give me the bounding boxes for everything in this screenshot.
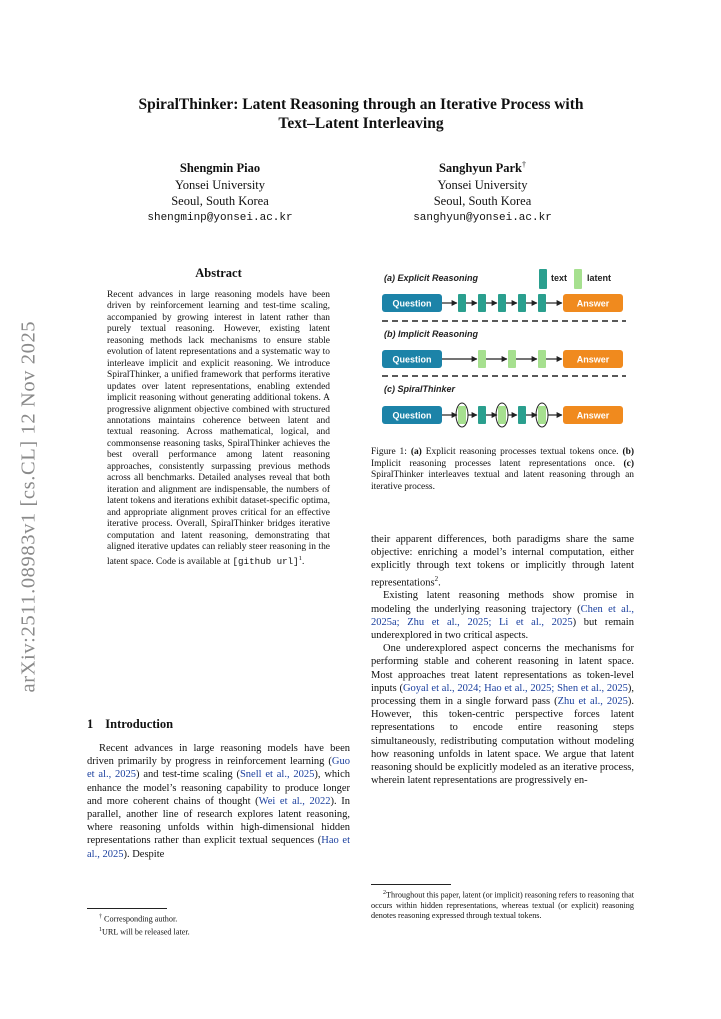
rich-paragraph <box>371 589 634 642</box>
intro-paragraph-left <box>87 742 350 861</box>
text-token <box>478 406 486 424</box>
citation-link[interactable]: Zhu et al., 2025 <box>557 695 628 707</box>
latent-token <box>538 406 546 424</box>
bold-label: (b) <box>622 447 634 457</box>
explicit-reasoning-row <box>382 294 623 312</box>
rich-paragraph <box>87 742 350 861</box>
text-run: ). Despite <box>123 848 165 860</box>
text-run: Implicit reasoning processes latent representations once. <box>371 458 624 469</box>
latent-token <box>538 350 546 368</box>
legend-text-label: text <box>551 273 568 283</box>
text-token <box>478 294 486 312</box>
abstract-body: Recent advances in large reasoning models have been driven by reinforcement learning and test-time scaling, accompanied by growing interest in latent rather than purely textual reasoning. However, existing latent reasoning methods lack mechanisms to ensure stable evolution of latent representations and a systematic way to interleave implicit and explicit reasoning. We introduce SpiralThinker, a unified framework that performs iterative updates over latent representations, enabling extended implicit reasoning without generating additional tokens. A progressive alignment objective combined with structured annotations maintains coherence between latent and textual reasoning. Across mathematical, logical, and commonsense reasoning tasks, SpiralThinker achieves the best overall performance among latent reasoning approaches, consistently surpassing previous methods across all benchmarks. Detailed analyses reveal that both iteration and alignment are indispensable, the numbers of latent tokens and iterations exhibit dataset-specific optima, and appropriate alignment proves critical for an effective iterative process. Overall, SpiralThinker bridges iterative computation and latent reasoning, demonstrating that aligned iterative updates can reliably steer reasoning in the latent space. Code is available at [github url]$^1$. <box>107 290 330 568</box>
footnote-url: $^1$URL will be released later. <box>99 926 190 937</box>
panel-b-label: (b) Implicit Reasoning <box>384 329 479 339</box>
latent-token <box>508 350 516 368</box>
text-token <box>518 294 526 312</box>
right-footnote <box>371 884 634 921</box>
arxiv-identifier-stamp[interactable]: arXiv:2511.08983v1 [cs.CL] 12 Nov 2025 <box>17 320 40 693</box>
author-location: Seoul, South Korea <box>433 194 532 209</box>
citation-link[interactable]: Hao et al., 2025 <box>87 835 350 860</box>
text-run: ) but remain underexplored in two critical aspects. <box>371 616 634 641</box>
rich-paragraph <box>371 642 634 787</box>
latent-token <box>478 350 486 368</box>
question-label: Question <box>392 298 432 309</box>
citation-link[interactable]: Wei et al., 2022 <box>258 795 331 807</box>
title-line-1: SpiralThinker: Latent Reasoning through an Iterative Process with <box>138 96 584 113</box>
citation-link[interactable]: Snell et al., 2025 <box>239 769 315 781</box>
text-run: their apparent differences, both paradigms share the same objective: enriching a model’s internal computation, either explicitly through text tokens or implicitly through latent representations <box>371 534 634 589</box>
panel-a-label: (a) Explicit Reasoning <box>384 273 479 283</box>
paper-title <box>80 95 642 133</box>
author-name: Shengmin Piao <box>179 161 261 176</box>
figure-1-diagram <box>378 265 628 437</box>
spiralthinker-row <box>382 403 623 427</box>
latent-token <box>458 406 466 424</box>
text-run: ) and test-time scaling ( <box>136 769 240 781</box>
footnote-marker[interactable]: 2 <box>434 574 439 583</box>
rich-paragraph <box>371 533 634 589</box>
text-token <box>518 406 526 424</box>
legend-latent-swatch <box>574 269 582 289</box>
text-run: SpiralThinker interleaves textual and latent reasoning through an iterative process. <box>371 470 634 492</box>
author-email[interactable]: sanghyun@yonsei.ac.kr <box>413 211 552 224</box>
latent-token <box>498 406 506 424</box>
author-location: Seoul, South Korea <box>171 194 269 209</box>
left-footnotes <box>87 908 350 937</box>
author-affiliation: Yonsei University <box>174 177 266 192</box>
text-run: ). However, this token-centric perspective forces latent representations to encode entire reasoning steps simultaneously, redistributing computation without modeling how reasoning unfolds in latent space. We argue that latent reasoning should be explicitly modeled as an iterative process, wherein latent representations are progressively en- <box>371 695 634 787</box>
citation-link[interactable]: Goyal et al., 2024; Hao et al., 2025; Shen et al., 2025 <box>402 682 628 694</box>
section-heading-introduction: 1 Introduction <box>87 717 174 731</box>
text-run: ). In parallel, another line of research explores latent reasoning, where reasoning unfolds within high-dimensional hidden representations rather than explicit textual sequences ( <box>87 795 350 847</box>
answer-label: Answer <box>576 354 610 365</box>
panel-c-label: (c) SpiralThinker <box>384 384 456 394</box>
figure-1-caption <box>371 447 634 493</box>
implicit-reasoning-row <box>382 350 623 368</box>
citation-link[interactable]: Guo et al., 2025 <box>87 756 350 781</box>
footnote-corresponding: † Corresponding author. <box>99 914 178 924</box>
question-label: Question <box>392 354 432 365</box>
text-run: ), which enhance the model’s reasoning capability to produce longer and more coherent chains of thought ( <box>87 769 350 807</box>
answer-label: Answer <box>576 298 610 309</box>
text-token <box>498 294 506 312</box>
text-run: One underexplored aspect concerns the mechanisms for performing stable and coherent reasoning in latent space. Most approaches treat latent representations as token-level inputs ( <box>371 643 634 694</box>
question-label: Question <box>392 410 432 421</box>
author-email[interactable]: shengminp@yonsei.ac.kr <box>147 211 293 224</box>
footnote-rule <box>371 884 451 885</box>
legend-latent-label: latent <box>587 273 612 283</box>
footnote-latent-definition: $^2$Throughout this paper, latent (or implicit) reasoning refers to reasoning that occurs within hidden representations, whereas textual (or explicit) reasoning denotes reasoning expressed through textual tokens. <box>371 890 634 920</box>
bold-label: (a) <box>410 447 422 457</box>
author-name: Sanghyun Park† <box>438 160 527 176</box>
bold-label: (c) <box>623 458 634 469</box>
right-column-text <box>371 533 634 787</box>
title-line-2: Text–Latent Interleaving <box>278 115 444 132</box>
footnote-marker[interactable]: 1 <box>298 555 302 563</box>
author-block-1 <box>145 157 295 226</box>
footnote-rule <box>87 908 167 909</box>
abstract-heading: Abstract <box>195 266 242 280</box>
legend-text-swatch <box>539 269 547 289</box>
text-run: Recent advances in large reasoning models have been driven primarily by progress in reinforcement learning ( <box>87 743 350 768</box>
author-block-2 <box>400 157 565 226</box>
text-run: Figure 1: <box>371 447 411 457</box>
author-affiliation: Yonsei University <box>437 177 528 192</box>
text-run: ), processing them in a single forward pass ( <box>371 682 634 707</box>
text-run: . <box>438 577 441 589</box>
text-token <box>458 294 466 312</box>
citation-link[interactable]: Chen et al., 2025a; Zhu et al., 2025; Li et al., 2025 <box>371 603 634 628</box>
text-token <box>538 294 546 312</box>
code-link[interactable]: [github url] <box>232 556 299 568</box>
answer-label: Answer <box>576 410 610 421</box>
text-run: Existing latent reasoning methods show promise in modeling the underlying reasoning trajectory ( <box>371 590 634 615</box>
text-run: Explicit reasoning processes textual tokens once. <box>421 447 623 457</box>
